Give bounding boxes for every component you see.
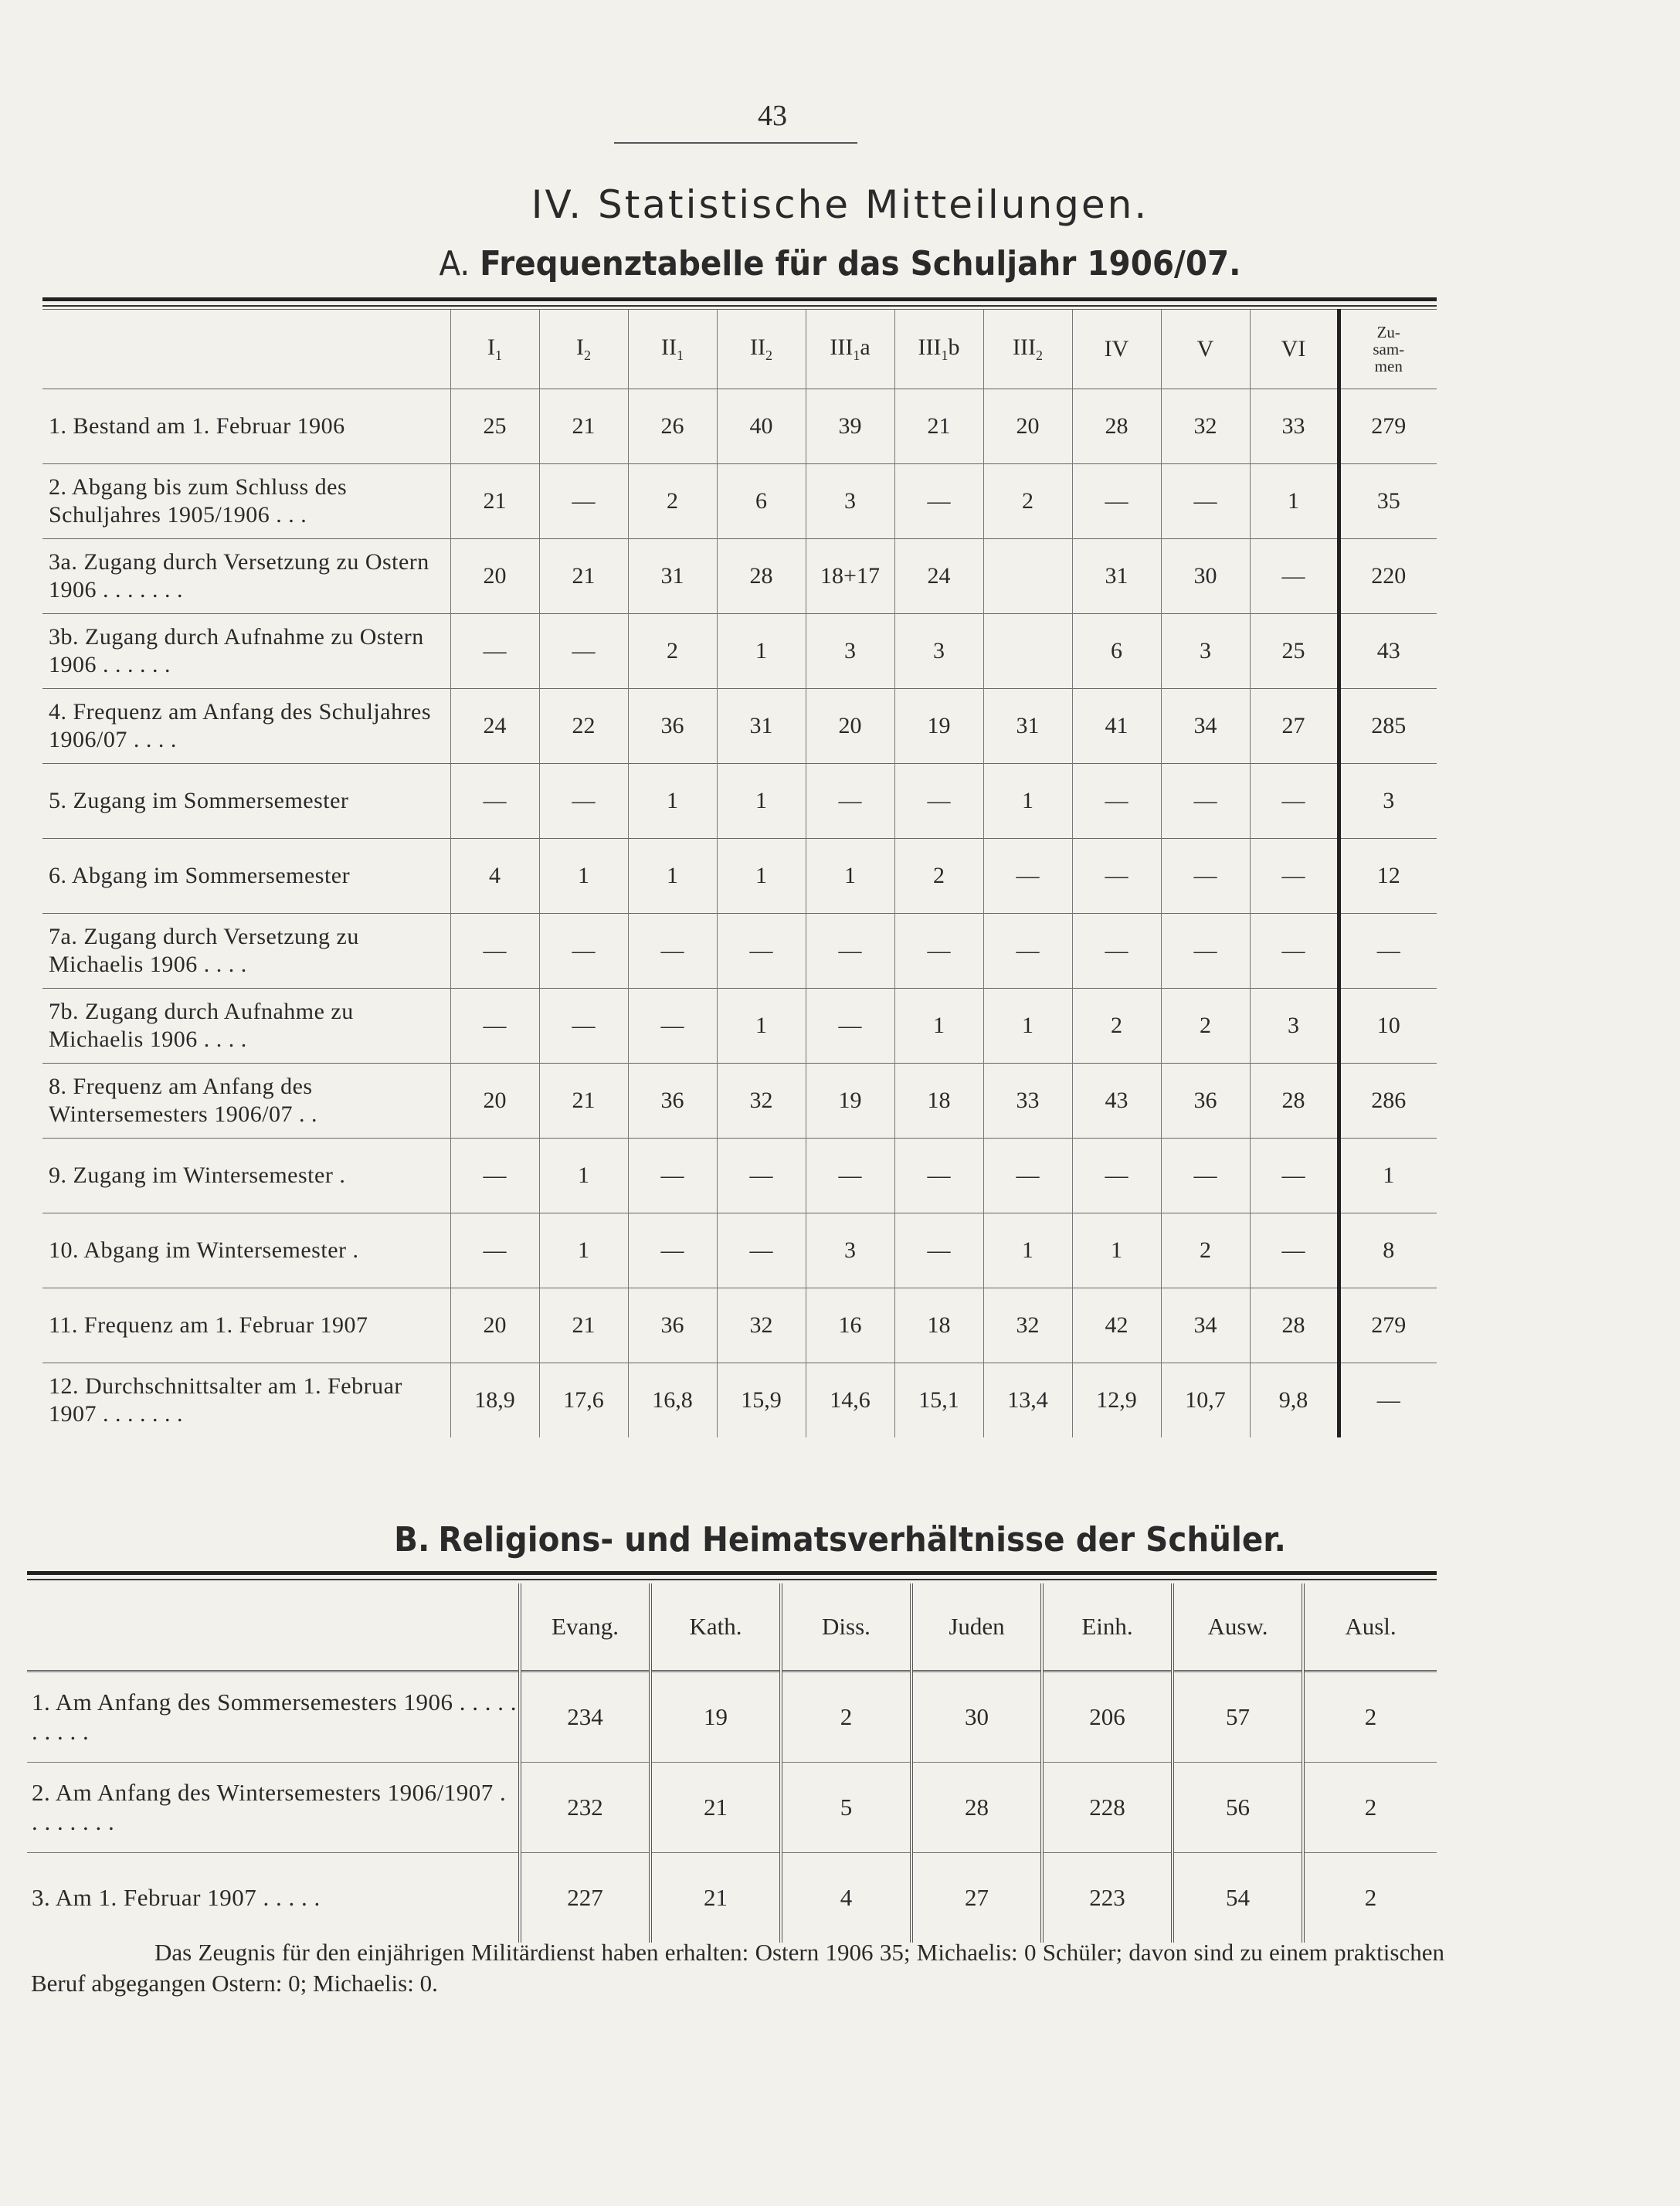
religion-header-corner — [27, 1583, 520, 1671]
table-cell: — — [450, 1213, 539, 1288]
table-cell: — — [1072, 1139, 1161, 1213]
row-label: 10. Abgang im Wintersemester . — [42, 1213, 450, 1288]
table-cell: 228 — [1042, 1763, 1173, 1853]
table-cell: 27 — [1250, 689, 1339, 764]
table-cell: 9,8 — [1250, 1363, 1339, 1438]
row-label: 9. Zugang im Wintersemester . — [42, 1139, 450, 1213]
table-cell: — — [894, 1213, 983, 1288]
table-b-prefix: B. — [394, 1520, 430, 1559]
table-row — [42, 1288, 1437, 1363]
table-cell: 31 — [983, 689, 1072, 764]
page-number: 43 — [758, 100, 787, 132]
table-cell: 27 — [911, 1853, 1042, 1943]
table-cell: 20 — [806, 689, 894, 764]
table-row — [42, 614, 1437, 689]
table-cell: 1 — [539, 1213, 628, 1288]
column-header-juden: Juden — [911, 1583, 1042, 1671]
table-row — [42, 989, 1437, 1064]
table-cell: 22 — [539, 689, 628, 764]
total-cell: 35 — [1339, 464, 1437, 539]
total-cell: — — [1339, 914, 1437, 989]
table-cell: 34 — [1161, 1288, 1250, 1363]
table-cell: 2 — [1303, 1671, 1437, 1763]
table-row — [42, 914, 1437, 989]
table-cell: 21 — [539, 1288, 628, 1363]
table-cell: 1 — [1250, 464, 1339, 539]
table-cell: 31 — [717, 689, 806, 764]
table-cell: 3 — [806, 1213, 894, 1288]
table-cell: — — [1072, 839, 1161, 914]
table-cell: — — [1161, 839, 1250, 914]
table-cell: 1 — [717, 839, 806, 914]
column-header-III2: $III_2$ — [983, 310, 1072, 389]
column-header-kath: Kath. — [650, 1583, 781, 1671]
table-cell: 10,7 — [1161, 1363, 1250, 1438]
table-row — [27, 1853, 1437, 1943]
total-cell: 279 — [1339, 389, 1437, 464]
table-cell: 2 — [894, 839, 983, 914]
table-cell: 33 — [983, 1064, 1072, 1139]
total-cell: 43 — [1339, 614, 1437, 689]
table-cell: — — [1072, 764, 1161, 839]
table-cell: — — [1250, 1213, 1339, 1288]
table-cell: 21 — [650, 1853, 781, 1943]
table-cell: 28 — [911, 1763, 1042, 1853]
table-cell: 2 — [983, 464, 1072, 539]
table-cell: — — [628, 1213, 717, 1288]
total-cell: 12 — [1339, 839, 1437, 914]
row-label: 3a. Zugang durch Versetzung zu Ostern 1906 . . . . . . . — [42, 539, 450, 614]
frequency-header-row — [42, 310, 1437, 389]
table-cell: 2 — [1161, 989, 1250, 1064]
row-label: 12. Durchschnittsalter am 1. Februar 1907 . . . . . . . — [42, 1363, 450, 1438]
frequency-header-corner — [42, 310, 450, 389]
footnote: Das Zeugnis für den einjährigen Militärdienst haben erhalten: Ostern 1906 35; Michaelis: 0 Schüler; davon sind zu einem praktischen Beruf abgegangen Ostern: 0; Michaelis: 0. — [31, 1939, 1444, 1997]
table-a-title-text: Frequenztabelle für das Schuljahr 1906/07. — [480, 244, 1241, 283]
religion-table-body — [27, 1671, 1437, 1943]
table-cell: 2 — [781, 1671, 911, 1763]
table-cell: 3 — [1250, 989, 1339, 1064]
table-row — [42, 764, 1437, 839]
table-cell: 24 — [450, 689, 539, 764]
table-cell: 1 — [983, 764, 1072, 839]
table-cell: 234 — [520, 1671, 650, 1763]
table-cell: 223 — [1042, 1853, 1173, 1943]
table-cell: 19 — [650, 1671, 781, 1763]
table-cell: 30 — [911, 1671, 1042, 1763]
table-cell: — — [450, 1139, 539, 1213]
table-cell: — — [1250, 539, 1339, 614]
table-cell: — — [450, 614, 539, 689]
table-cell: 56 — [1173, 1763, 1303, 1853]
row-label: 3. Am 1. Februar 1907 . . . . . — [32, 1884, 321, 1911]
table-row — [42, 464, 1437, 539]
table-cell: 12,9 — [1072, 1363, 1161, 1438]
table-cell: 3 — [806, 614, 894, 689]
table-cell: 2 — [1072, 989, 1161, 1064]
table-cell: 6 — [717, 464, 806, 539]
table-cell: 21 — [650, 1763, 781, 1853]
table-cell: 2 — [1303, 1763, 1437, 1853]
table-cell — [983, 539, 1072, 614]
table-cell: — — [1161, 764, 1250, 839]
table-cell: 21 — [450, 464, 539, 539]
religion-table — [27, 1583, 1437, 1943]
table-cell: 4 — [781, 1853, 911, 1943]
row-label: 3b. Zugang durch Aufnahme zu Ostern 1906 . . . . . . — [42, 614, 450, 689]
column-header-ausl: Ausl. — [1303, 1583, 1437, 1671]
table-cell: 25 — [1250, 614, 1339, 689]
table-cell: 28 — [1250, 1288, 1339, 1363]
table-cell: — — [717, 1213, 806, 1288]
table-cell: 54 — [1173, 1853, 1303, 1943]
total-cell: 10 — [1339, 989, 1437, 1064]
table-cell: 28 — [1250, 1064, 1339, 1139]
table-a-title — [67, 244, 1613, 283]
table-cell: 33 — [1250, 389, 1339, 464]
table-cell: 18,9 — [450, 1363, 539, 1438]
table-cell: 20 — [983, 389, 1072, 464]
column-header-evang: Evang. — [520, 1583, 650, 1671]
table-cell: — — [539, 764, 628, 839]
frequency-table-body — [42, 389, 1437, 1438]
table-cell: 5 — [781, 1763, 911, 1853]
table-cell: 19 — [894, 689, 983, 764]
table-cell: 20 — [450, 539, 539, 614]
column-header-V: V — [1161, 310, 1250, 389]
table-cell: 36 — [628, 1064, 717, 1139]
table-a-prefix: A. — [439, 244, 470, 283]
table-b-title-text: Religions- und Heimatsverhältnisse der Schüler. — [438, 1520, 1286, 1559]
table-row — [42, 1363, 1437, 1438]
table-cell: 42 — [1072, 1288, 1161, 1363]
table-cell: 31 — [1072, 539, 1161, 614]
table-cell: — — [450, 914, 539, 989]
table-cell: — — [539, 614, 628, 689]
total-cell: 220 — [1339, 539, 1437, 614]
column-header-II2: $II_2$ — [717, 310, 806, 389]
table-cell: 1 — [717, 614, 806, 689]
table-cell: 2 — [1303, 1853, 1437, 1943]
table-cell: 2 — [628, 614, 717, 689]
table-cell: — — [806, 764, 894, 839]
column-header-II1: $II_1$ — [628, 310, 717, 389]
table-cell: — — [628, 914, 717, 989]
table-cell: 24 — [894, 539, 983, 614]
table-cell: 57 — [1173, 1671, 1303, 1763]
table-cell: 28 — [717, 539, 806, 614]
table-cell: — — [1161, 464, 1250, 539]
table-cell: 30 — [1161, 539, 1250, 614]
table-cell: — — [894, 464, 983, 539]
table-cell: 18+17 — [806, 539, 894, 614]
table-cell: — — [894, 1139, 983, 1213]
column-header-VI: VI — [1250, 310, 1339, 389]
table-cell: 15,9 — [717, 1363, 806, 1438]
row-label: 7b. Zugang durch Aufnahme zu Michaelis 1906 . . . . — [42, 989, 450, 1064]
table-row — [27, 1671, 1437, 1763]
total-cell: 1 — [1339, 1139, 1437, 1213]
column-header-diss: Diss. — [781, 1583, 911, 1671]
table-cell: 1 — [539, 839, 628, 914]
table-cell: 2 — [628, 464, 717, 539]
row-label: 11. Frequenz am 1. Februar 1907 — [42, 1288, 450, 1363]
table-cell: 4 — [450, 839, 539, 914]
table-cell: 227 — [520, 1853, 650, 1943]
table-cell: 206 — [1042, 1671, 1173, 1763]
table-cell: — — [894, 914, 983, 989]
table-cell: 21 — [894, 389, 983, 464]
frequency-table — [42, 309, 1437, 1437]
table-a-top-rule-thin — [42, 305, 1437, 307]
table-cell: 3 — [1161, 614, 1250, 689]
table-cell: 21 — [539, 539, 628, 614]
table-cell: — — [1161, 914, 1250, 989]
table-cell: 1 — [628, 839, 717, 914]
table-row — [42, 689, 1437, 764]
section-title: IV. Statistische Mitteilungen. — [531, 182, 1149, 227]
table-row — [42, 1139, 1437, 1213]
column-header-III1b: $III_1b$ — [894, 310, 983, 389]
table-cell: 3 — [806, 464, 894, 539]
column-header-ausw: Ausw. — [1173, 1583, 1303, 1671]
table-cell: — — [1072, 464, 1161, 539]
table-cell: 26 — [628, 389, 717, 464]
table-cell: — — [983, 1139, 1072, 1213]
table-a-top-rule — [42, 297, 1437, 301]
table-cell: — — [894, 764, 983, 839]
row-label: 8. Frequenz am Anfang des Wintersemesters 1906/07 . . — [42, 1064, 450, 1139]
row-label: 5. Zugang im Sommersemester — [42, 764, 450, 839]
table-cell: — — [806, 1139, 894, 1213]
table-cell: 1 — [717, 989, 806, 1064]
table-cell: — — [450, 989, 539, 1064]
table-cell: 31 — [628, 539, 717, 614]
table-cell: 32 — [983, 1288, 1072, 1363]
table-cell: — — [628, 1139, 717, 1213]
table-cell: 1 — [539, 1139, 628, 1213]
table-cell: 43 — [1072, 1064, 1161, 1139]
table-cell: 32 — [1161, 389, 1250, 464]
total-cell: 286 — [1339, 1064, 1437, 1139]
table-cell: — — [539, 989, 628, 1064]
column-header-total: Zu- sam- men — [1339, 310, 1437, 389]
table-cell: 16 — [806, 1288, 894, 1363]
table-cell: 41 — [1072, 689, 1161, 764]
table-cell: 16,8 — [628, 1363, 717, 1438]
table-cell: — — [539, 464, 628, 539]
total-cell: 279 — [1339, 1288, 1437, 1363]
table-cell: — — [1250, 764, 1339, 839]
table-cell: 3 — [894, 614, 983, 689]
table-cell: — — [1161, 1139, 1250, 1213]
table-cell: 25 — [450, 389, 539, 464]
table-cell: 21 — [539, 389, 628, 464]
table-cell: 20 — [450, 1064, 539, 1139]
total-cell: — — [1339, 1363, 1437, 1438]
column-header-I1: $I_1$ — [450, 310, 539, 389]
row-label: 1. Bestand am 1. Februar 1906 — [42, 389, 450, 464]
table-cell: 40 — [717, 389, 806, 464]
table-row — [42, 539, 1437, 614]
table-cell: 36 — [628, 689, 717, 764]
total-cell: 285 — [1339, 689, 1437, 764]
table-cell: 6 — [1072, 614, 1161, 689]
table-row — [42, 389, 1437, 464]
table-cell: — — [806, 914, 894, 989]
table-cell: 32 — [717, 1064, 806, 1139]
table-row — [42, 839, 1437, 914]
table-cell: 18 — [894, 1064, 983, 1139]
table-cell: — — [717, 914, 806, 989]
table-cell: — — [539, 914, 628, 989]
table-cell: 1 — [983, 1213, 1072, 1288]
table-cell: — — [1250, 1139, 1339, 1213]
row-label: 4. Frequenz am Anfang des Schuljahres 1906/07 . . . . — [42, 689, 450, 764]
table-cell: 18 — [894, 1288, 983, 1363]
table-cell: 1 — [717, 764, 806, 839]
table-cell — [983, 614, 1072, 689]
table-cell: — — [983, 914, 1072, 989]
table-cell: 15,1 — [894, 1363, 983, 1438]
table-row — [27, 1763, 1437, 1853]
table-cell: 1 — [1072, 1213, 1161, 1288]
table-cell: — — [1250, 839, 1339, 914]
table-cell: 36 — [628, 1288, 717, 1363]
table-cell: 232 — [520, 1763, 650, 1853]
table-b-top-rule-thin — [27, 1579, 1437, 1580]
table-cell: — — [628, 989, 717, 1064]
table-cell: 1 — [983, 989, 1072, 1064]
table-cell: — — [450, 764, 539, 839]
table-cell: — — [1250, 914, 1339, 989]
row-label: 2. Am Anfang des Wintersemesters 1906/1907 . . . . . . . . — [27, 1763, 520, 1853]
row-label: 6. Abgang im Sommersemester — [42, 839, 450, 914]
table-cell: — — [983, 839, 1072, 914]
table-b-title — [67, 1520, 1613, 1559]
table-cell: 21 — [539, 1064, 628, 1139]
table-b-top-rule — [27, 1571, 1437, 1575]
total-cell: 8 — [1339, 1213, 1437, 1288]
table-cell: 1 — [628, 764, 717, 839]
page-number-rule — [614, 142, 857, 144]
row-label: 7a. Zugang durch Versetzung zu Michaelis 1906 . . . . — [42, 914, 450, 989]
table-cell: 28 — [1072, 389, 1161, 464]
table-cell: — — [717, 1139, 806, 1213]
table-cell: 1 — [894, 989, 983, 1064]
table-cell: 13,4 — [983, 1363, 1072, 1438]
table-cell: 36 — [1161, 1064, 1250, 1139]
table-cell: 32 — [717, 1288, 806, 1363]
religion-header-row — [27, 1583, 1437, 1671]
table-cell: 34 — [1161, 689, 1250, 764]
row-label: 1. Am Anfang des Sommersemesters 1906 . . . . . . . . . . — [27, 1671, 520, 1763]
column-header-I2: $I_2$ — [539, 310, 628, 389]
table-cell: 19 — [806, 1064, 894, 1139]
table-cell: 1 — [806, 839, 894, 914]
table-row — [42, 1064, 1437, 1139]
table-row — [42, 1213, 1437, 1288]
column-header-einh: Einh. — [1042, 1583, 1173, 1671]
column-header-IV: IV — [1072, 310, 1161, 389]
table-cell: 20 — [450, 1288, 539, 1363]
total-cell: 3 — [1339, 764, 1437, 839]
table-cell: 17,6 — [539, 1363, 628, 1438]
row-label: 2. Abgang bis zum Schluss des Schuljahres 1905/1906 . . . — [42, 464, 450, 539]
table-cell: — — [1072, 914, 1161, 989]
column-header-III1a: $III_1a$ — [806, 310, 894, 389]
table-cell: — — [806, 989, 894, 1064]
table-cell: 14,6 — [806, 1363, 894, 1438]
table-cell: 39 — [806, 389, 894, 464]
table-cell: 2 — [1161, 1213, 1250, 1288]
